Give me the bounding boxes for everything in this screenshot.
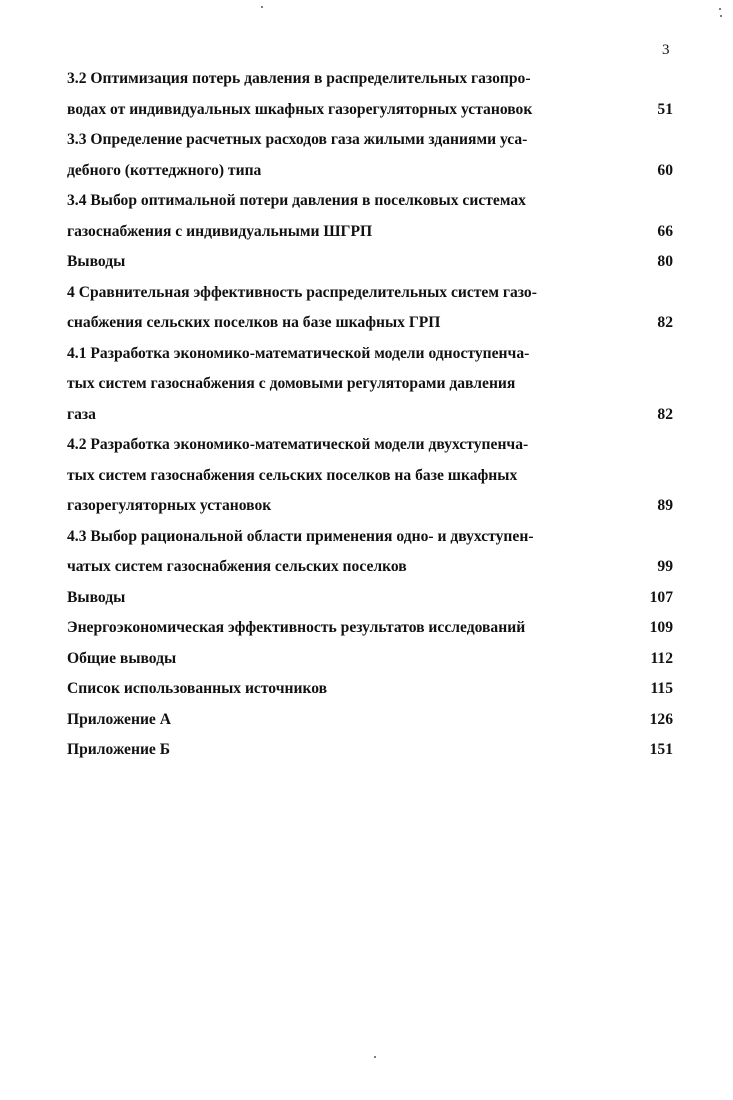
toc-entry[interactable] [67, 339, 673, 431]
toc-entry[interactable] [67, 583, 673, 614]
toc-entry-page: 107 [649, 588, 673, 606]
toc-entry[interactable] [67, 644, 673, 675]
toc-entry-page: 109 [649, 619, 673, 636]
toc-entry-page: 151 [649, 741, 673, 758]
toc-entry-title: 4 Сравнительная эффективность распределительных систем газо- снабжения сельских поселков на базе шкафных ГРП [67, 283, 537, 331]
toc-entry-title: Список использованных источников [67, 680, 328, 697]
page-number: 3 [662, 42, 670, 58]
toc-entry[interactable] [67, 613, 673, 644]
scan-speck [374, 1056, 376, 1058]
toc-entry[interactable] [67, 278, 673, 339]
toc-entry[interactable] [67, 705, 673, 736]
toc-entry-title: 3.2 Оптимизация потерь давления в распределительных газопро- водах от индивидуальных шкафных газорегуляторных установок [67, 70, 533, 118]
toc-entry-page: 115 [650, 680, 673, 697]
toc-entry-page: 80 [657, 253, 673, 270]
toc-entry[interactable] [67, 430, 673, 522]
toc-entry-title: 4.1 Разработка экономико-математической модели одноступенча- тых систем газоснабжения с домовыми регуляторами давления газа [67, 344, 530, 423]
toc-entry[interactable] [67, 735, 673, 766]
toc-entry-page: 82 [657, 314, 673, 331]
toc-entry-page: 82 [657, 405, 673, 423]
toc-entry-page: 89 [657, 497, 673, 514]
toc-entry-title: Общие выводы [67, 649, 177, 667]
table-of-contents [67, 64, 673, 766]
toc-entry[interactable] [67, 247, 673, 278]
toc-entry[interactable] [67, 674, 673, 705]
toc-entry-page: 99 [657, 558, 673, 575]
toc-entry-title: 3.3 Определение расчетных расходов газа жилыми зданиями уса- дебного (коттеджного) типа [67, 131, 528, 179]
toc-entry-title: Выводы [67, 253, 126, 270]
toc-entry[interactable] [67, 522, 673, 583]
toc-entry-title: Приложение А [67, 710, 172, 728]
scan-speck [720, 15, 722, 17]
toc-entry-title: 4.2 Разработка экономико-математической модели двухступенча- тых систем газоснабжения сельских поселков на базе шкафных газорегуляторных установок [67, 436, 529, 514]
toc-entry-page: 112 [650, 649, 673, 667]
scan-speck [719, 8, 721, 10]
toc-entry-title: 3.4 Выбор оптимальной потери давления в поселковых системах газоснабжения с индивидуальными ШГРП [67, 192, 526, 240]
toc-entry-title: 4.3 Выбор рациональной области применения одно- и двухступен- чатых систем газоснабжения сельских поселков [67, 527, 534, 575]
toc-entry[interactable] [67, 125, 673, 186]
toc-entry-title: Приложение Б [67, 741, 171, 758]
scan-speck [261, 6, 263, 8]
toc-entry[interactable] [67, 64, 673, 125]
toc-entry[interactable] [67, 186, 673, 247]
toc-entry-page: 51 [657, 100, 673, 118]
toc-entry-page: 126 [649, 710, 673, 728]
toc-entry-page: 66 [657, 222, 673, 240]
toc-entry-page: 60 [657, 161, 673, 179]
toc-entry-title: Энергоэкономическая эффективность результатов исследований [67, 619, 526, 636]
toc-entry-title: Выводы [67, 588, 126, 606]
